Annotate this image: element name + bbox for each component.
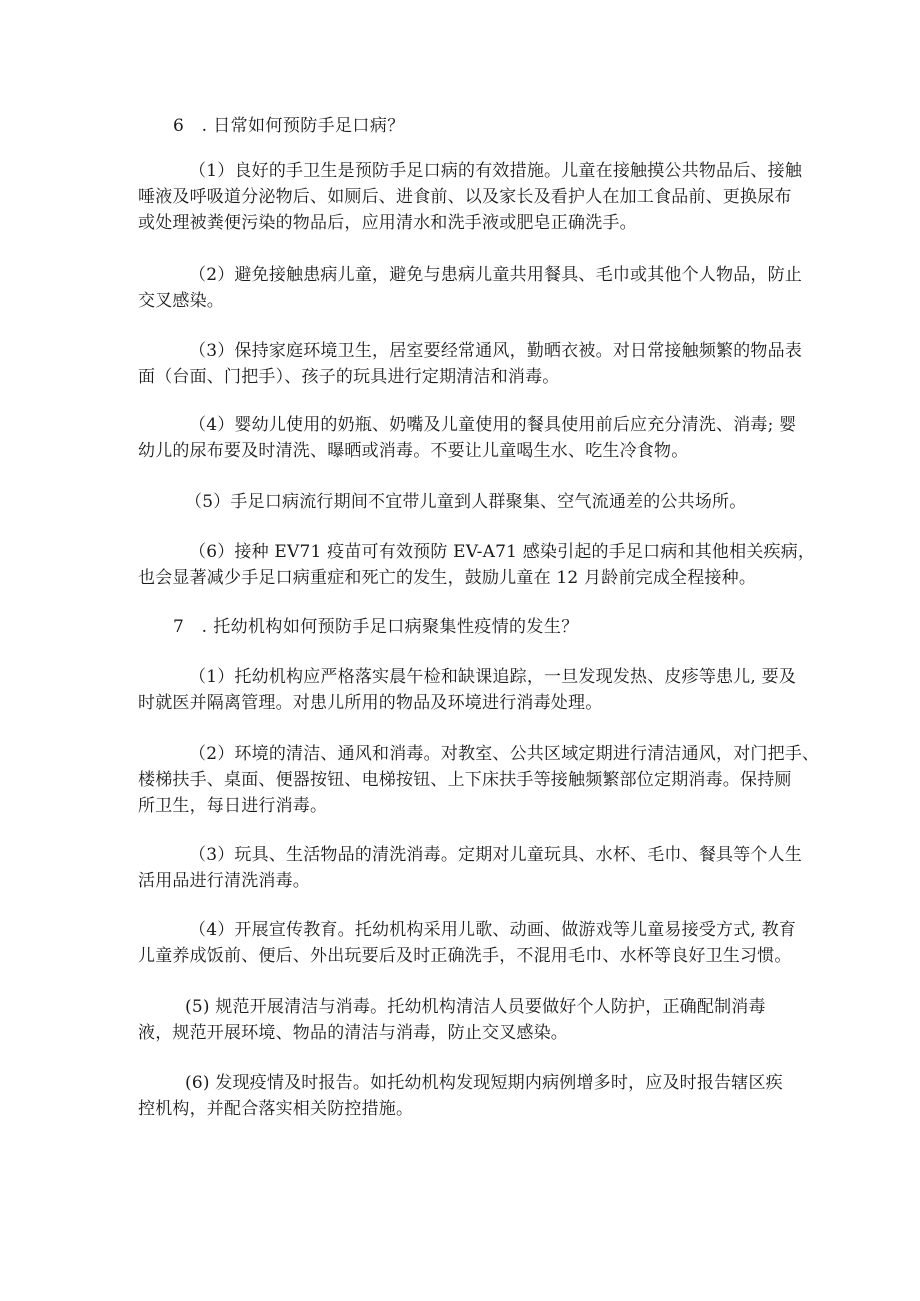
paragraph-line: 控机构，并配合落实相关防控措施。	[138, 1099, 414, 1119]
paragraph-6-3	[189, 338, 839, 364]
paragraph-line: 面（台面、门把手）、孩子的玩具进行定期清洁和消毒。	[138, 367, 560, 387]
paragraph-line: 活用品进行清洗消毒。	[138, 871, 310, 891]
paragraph-7-2-cont	[138, 767, 792, 819]
paragraph-line: 或处理被粪便污染的物品后，应用清水和洗手液或肥皂正确洗手。	[138, 213, 637, 233]
paragraph-6-1-cont	[138, 184, 792, 236]
paragraph-line: 唾液及呼吸道分泌物后、如厕后、进食前、以及家长及看护人在加工食品前、更换尿布	[138, 187, 792, 207]
paragraph-6-1	[189, 158, 839, 184]
paragraph-line: 幼儿的尿布要及时清洗、曝晒或消毒。不要让儿童喝生水、吃生冷食物。	[138, 441, 689, 461]
paragraph-7-5	[185, 994, 835, 1020]
paragraph-7-6-cont	[138, 1096, 788, 1122]
paragraph-7-3	[189, 842, 839, 868]
paragraph-line: （5）手足口病流行期间不宜带儿童到人群聚集、空气流通差的公共场所。	[185, 492, 747, 512]
paragraph-7-3-cont	[138, 868, 788, 894]
paragraph-line: （6）接种 EV71 疫苗可有效预防 EV-A71 感染引起的手足口病和其他相关疾病，	[189, 542, 816, 562]
paragraph-line: 交叉感染。	[138, 291, 224, 311]
paragraph-6-4-cont	[138, 438, 788, 464]
paragraph-line: （2）环境的清洁、通风和消毒。对教室、公共区域定期进行清洁通风，对门把手、	[189, 744, 820, 764]
paragraph-7-1-cont	[138, 690, 788, 716]
paragraph-line: 儿童养成饭前、便后、外出玩要后及时正确洗手，不混用毛巾、水杯等良好卫生习惯。	[138, 946, 792, 966]
paragraph-7-1	[189, 664, 839, 690]
paragraph-7-5-cont	[138, 1020, 788, 1046]
paragraph-6-6-cont	[138, 565, 788, 591]
paragraph-6-5	[185, 489, 835, 515]
paragraph-line: 所卫生，每日进行消毒。	[138, 796, 328, 816]
paragraph-line: （2）避免接触患病儿童，避免与患病儿童共用餐具、毛巾或其他个人物品，防止	[189, 265, 803, 285]
section-6-heading	[173, 113, 823, 139]
paragraph-line: (6) 发现疫情及时报告。如托幼机构发现短期内病例增多时，应及时报告辖区疾	[185, 1073, 783, 1093]
section-7-heading	[173, 614, 823, 640]
paragraph-7-2	[189, 741, 839, 767]
paragraph-6-2-cont	[138, 288, 788, 314]
paragraph-line: （3）玩具、生活物品的清洗消毒。定期对儿童玩具、水杯、毛巾、餐具等个人生	[189, 845, 803, 865]
paragraph-6-6	[189, 539, 839, 565]
paragraph-line: （1）良好的手卫生是预防手足口病的有效措施。儿童在接触摸公共物品后、接触	[189, 161, 803, 181]
paragraph-line: 时就医并隔离管理。对患儿所用的物品及环境进行消毒处理。	[138, 693, 603, 713]
heading-text: 6 . 日常如何预防手足口病？	[173, 116, 405, 136]
paragraph-line: （3）保持家庭环境卫生，居室要经常通风，勤晒衣被。对日常接触频繁的物品表	[189, 341, 803, 361]
paragraph-line: 液，规范开展环境、物品的清洁与消毒，防止交叉感染。	[138, 1023, 568, 1043]
paragraph-6-2	[189, 262, 839, 288]
paragraph-line: （4）婴幼儿使用的奶瓶、奶嘴及儿童使用的餐具使用前后应充分清洗、消毒; 婴	[189, 415, 797, 435]
paragraph-line: 楼梯扶手、桌面、便器按钮、电梯按钮、上下床扶手等接触频繁部位定期消毒。保持厕	[138, 770, 792, 790]
paragraph-line: (5) 规范开展清洁与消毒。托幼机构清洁人员要做好个人防护，正确配制消毒	[185, 997, 766, 1017]
paragraph-6-3-cont	[138, 364, 788, 390]
paragraph-7-4	[189, 917, 839, 943]
paragraph-line: （1）托幼机构应严格落实晨午检和缺课追踪，一旦发现发热、皮疹等患儿, 要及	[189, 667, 797, 687]
paragraph-7-6	[185, 1070, 835, 1096]
paragraph-6-4	[189, 412, 839, 438]
paragraph-line: 也会显著减少手足口病重症和死亡的发生，鼓励儿童在 12 月龄前完成全程接种。	[138, 568, 757, 588]
paragraph-line: （4）开展宣传教育。托幼机构采用儿歌、动画、做游戏等儿童易接受方式, 教育	[189, 920, 797, 940]
heading-text: 7 . 托幼机构如何预防手足口病聚集性疫情的发生？	[173, 617, 579, 637]
paragraph-7-4-cont	[138, 943, 792, 969]
